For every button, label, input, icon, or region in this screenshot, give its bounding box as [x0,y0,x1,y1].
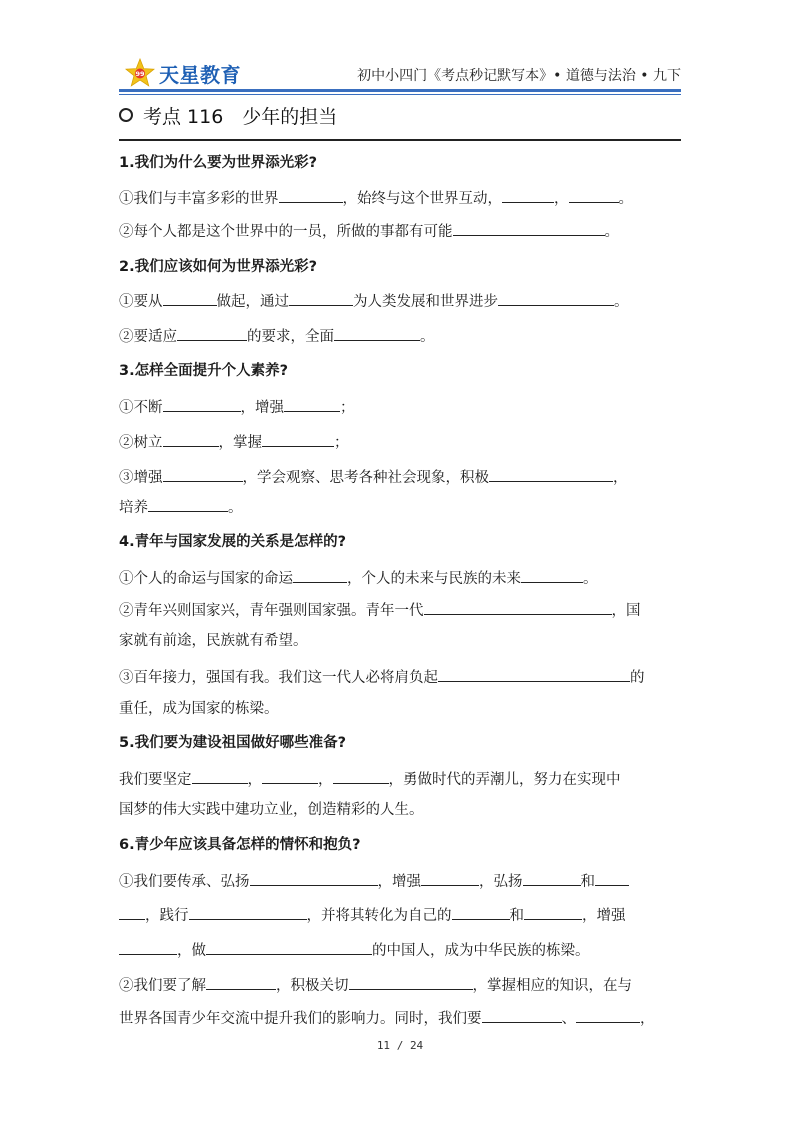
fill-in-blank[interactable] [452,905,510,920]
line-text: 为人类发展和世界进步 [353,294,498,310]
line-text: ， [640,1011,655,1027]
fill-in-blank[interactable] [163,397,241,412]
line-text: 、 [561,1011,576,1027]
answer-line [119,769,689,790]
line-text: ②每个人都是这个世界中的一员，所做的事都有可能 [119,224,453,240]
line-text: ，掌握相应的知识，在与 [472,978,632,994]
question-heading [119,361,689,381]
answer-line [119,568,689,589]
line-text: ②我们要了解 [119,978,206,994]
publisher-logo [125,55,241,91]
line-text: 我们要坚定 [119,772,192,788]
answer-line [119,397,689,418]
line-text: ； [340,400,355,416]
fill-in-blank[interactable] [453,221,605,236]
star-icon [125,58,155,88]
fill-in-blank[interactable] [148,497,228,512]
circle-bullet-icon [119,108,133,122]
line-text: 。 [614,294,629,310]
line-text: ②树立 [119,435,163,451]
fill-in-blank[interactable] [206,975,276,990]
line-text: ，增强 [377,874,421,890]
line-text: ， [318,772,333,788]
fill-in-blank[interactable] [569,188,619,203]
answer-line [119,871,689,892]
line-text: 4.青年与国家发展的关系是怎样的? [119,534,347,550]
fill-in-blank[interactable] [192,769,248,784]
fill-in-blank[interactable] [595,871,629,886]
line-text: ，践行 [145,908,189,924]
answer-line [119,221,689,242]
line-text: 1.我们为什么要为世界添光彩? [119,155,318,171]
page-number [0,1039,800,1052]
fill-in-blank[interactable] [424,600,612,615]
fill-in-blank[interactable] [119,940,177,955]
question-heading [119,532,689,552]
line-text: ①我们与丰富多彩的世界 [119,191,279,207]
fill-in-blank[interactable] [289,291,353,306]
logo-text: 天星教育 [159,62,241,87]
answer-line [119,291,689,312]
line-text: ③增强 [119,470,163,486]
line-text: ，弘扬 [479,874,523,890]
fill-in-blank[interactable] [523,871,581,886]
line-text: ， [613,470,628,486]
line-text: 。 [583,571,598,587]
fill-in-blank[interactable] [421,871,479,886]
line-text: 。 [228,500,243,516]
fill-in-blank[interactable] [163,291,217,306]
answer-line [119,1008,689,1029]
answer-line [119,631,689,651]
answer-line [119,188,689,209]
series-title: 初中小四门《考点秒记默写本》• 道德与法治 • 九下 [357,68,681,84]
line-text: ，积极关切 [276,978,349,994]
fill-in-blank[interactable] [250,871,378,886]
line-text: 做起，通过 [216,294,289,310]
answer-line [119,940,689,961]
line-text: 的要求，全面 [247,329,334,345]
line-text: 重任，成为国家的栋梁。 [119,701,279,717]
fill-in-blank[interactable] [279,188,343,203]
line-text: ，做 [177,943,206,959]
answer-line [119,905,689,926]
fill-in-blank[interactable] [482,1008,562,1023]
line-text: 的 [630,670,645,686]
title-rule [119,139,681,141]
section-title-text: 考点 116 少年的担当 [143,105,338,128]
answer-line [119,667,689,688]
fill-in-blank[interactable] [349,975,473,990]
fill-in-blank[interactable] [333,769,389,784]
line-text: ，勇做时代的弄潮儿，努力在实现中 [388,772,621,788]
line-text: ，增强 [582,908,626,924]
line-text: 培养 [119,500,148,516]
fill-in-blank[interactable] [502,188,554,203]
line-text: 2.我们应该如何为世界添光彩? [119,259,318,275]
line-text: ②青年兴则国家兴，青年强则国家强。青年一代 [119,603,424,619]
line-text: ，个人的未来与民族的未来 [347,571,521,587]
question-heading [119,733,689,753]
line-text: ②要适应 [119,329,177,345]
line-text: ，并将其转化为自己的 [306,908,452,924]
fill-in-blank[interactable] [498,291,614,306]
line-text: ，学会观察、思考各种社会现象，积极 [242,470,489,486]
fill-in-blank[interactable] [177,326,247,341]
line-text: 6.青少年应该具备怎样的情怀和抱负? [119,837,361,853]
answer-line [119,497,689,518]
header-rule-thin [119,94,681,95]
fill-in-blank[interactable] [119,905,145,920]
answer-line [119,432,689,453]
fill-in-blank[interactable] [163,467,243,482]
line-text: ，国 [611,603,641,619]
page-header [125,55,681,91]
line-text: 。 [420,329,435,345]
answer-line [119,800,689,820]
line-text: ①个人的命运与国家的命运 [119,571,293,587]
svg-text:99: 99 [135,70,145,78]
fill-in-blank[interactable] [262,432,334,447]
fill-in-blank[interactable] [206,940,372,955]
line-text: ， [554,191,569,207]
fill-in-blank[interactable] [489,467,613,482]
line-text: ①我们要传承、弘扬 [119,874,250,890]
line-text: ①不断 [119,400,163,416]
question-heading [119,153,689,173]
line-text: 和 [509,908,524,924]
section-title [119,100,337,130]
answer-line [119,467,689,488]
answer-line [119,699,689,719]
line-text: 5.我们要为建设祖国做好哪些准备? [119,735,347,751]
answer-line [119,600,689,621]
question-heading [119,257,689,277]
line-text: ，始终与这个世界互动， [342,191,502,207]
current-page: 11 [376,1039,391,1052]
line-text: 。 [618,191,633,207]
fill-in-blank[interactable] [576,1008,640,1023]
line-text: 世界各国青少年交流中提升我们的影响力。同时，我们要 [119,1011,482,1027]
line-text: ； [334,435,349,451]
fill-in-blank[interactable] [262,769,318,784]
line-text: 。 [604,224,619,240]
line-text: ， [247,772,262,788]
fill-in-blank[interactable] [524,905,582,920]
fill-in-blank[interactable] [438,667,630,682]
answer-line [119,975,689,996]
answer-line [119,326,689,347]
fill-in-blank[interactable] [163,432,219,447]
line-text: 国梦的伟大实践中建功立业，创造精彩的人生。 [119,802,424,818]
line-text: ③百年接力，强国有我。我们这一代人必将肩负起 [119,670,438,686]
line-text: 的中国人，成为中华民族的栋梁。 [372,943,590,959]
line-text: ，掌握 [218,435,262,451]
fill-in-blank[interactable] [521,568,583,583]
line-text: ①要从 [119,294,163,310]
fill-in-blank[interactable] [189,905,307,920]
line-text: 3.怎样全面提升个人素养? [119,363,289,379]
line-text: ，增强 [240,400,284,416]
line-text: 家就有前途，民族就有希望。 [119,633,308,649]
fill-in-blank[interactable] [284,397,340,412]
page-separator: / [396,1039,404,1052]
line-text: 和 [580,874,595,890]
fill-in-blank[interactable] [334,326,420,341]
header-rule-thick [119,89,681,92]
fill-in-blank[interactable] [293,568,347,583]
question-heading [119,835,689,855]
total-pages: 24 [409,1039,424,1052]
